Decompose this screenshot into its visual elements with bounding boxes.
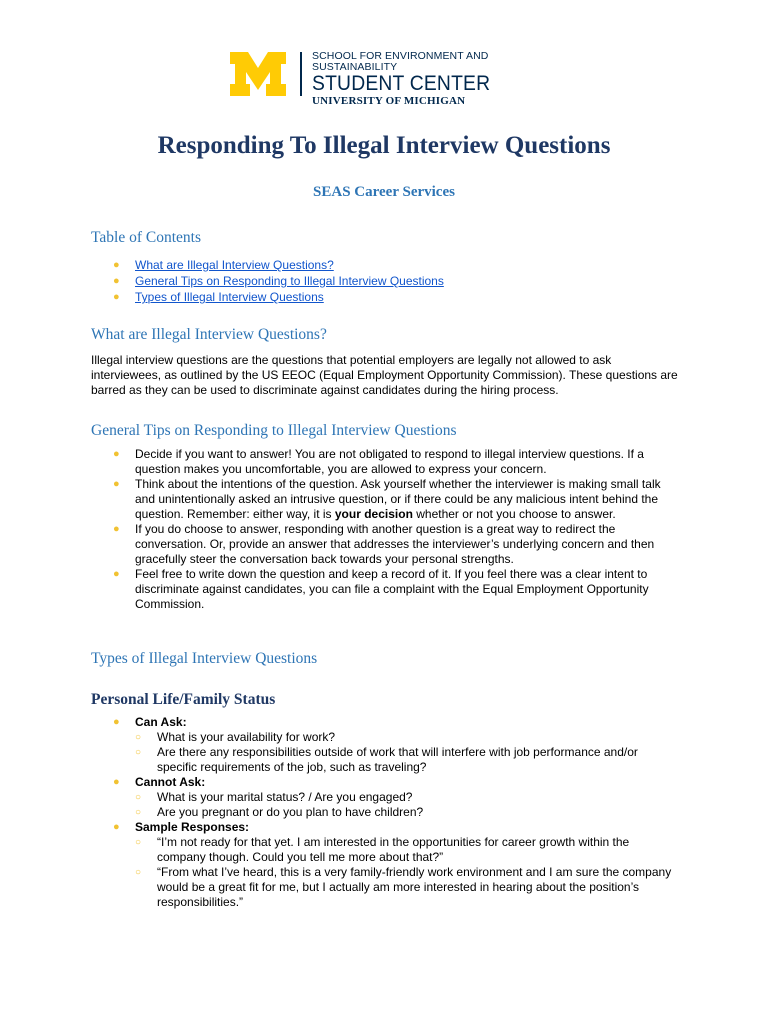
- school-logo: [228, 50, 548, 107]
- bullet-icon: ●: [113, 523, 120, 535]
- logo-wordmark: [312, 50, 548, 107]
- circle-bullet-icon: ○: [135, 837, 142, 848]
- bullet-icon: ●: [113, 478, 120, 490]
- bullet-icon: ●: [113, 716, 120, 728]
- list-item: ● Decide if you want to answer! You are not obligated to respond to illegal interview questions. If a question makes you uncomfortable, you are allowed to express your concern.: [113, 447, 644, 476]
- toc-link-types[interactable]: Types of Illegal Interview Questions: [135, 290, 324, 304]
- list-item: ○ Are you pregnant or do you plan to have children?: [135, 805, 424, 819]
- sub-list: [135, 790, 678, 820]
- group-label: Can Ask:: [135, 715, 187, 729]
- table-of-contents: [113, 257, 444, 305]
- section-heading-general-tips: General Tips on Responding to Illegal Interview Questions: [91, 422, 457, 439]
- sub-list: [135, 835, 678, 910]
- subsection-heading-personal-life: Personal Life/Family Status: [91, 691, 276, 708]
- toc-link-general-tips[interactable]: General Tips on Responding to Illegal Interview Questions: [135, 274, 444, 288]
- circle-bullet-icon: ○: [135, 807, 142, 818]
- logo-center-name: STUDENT CENTER: [312, 72, 491, 95]
- sub-list: [135, 730, 678, 775]
- circle-bullet-icon: ○: [135, 792, 142, 803]
- circle-bullet-icon: ○: [135, 732, 142, 743]
- circle-bullet-icon: ○: [135, 747, 142, 758]
- bullet-icon: ●: [113, 821, 120, 833]
- page-title: Responding To Illegal Interview Questions: [157, 132, 611, 159]
- list-item: ○ “I’m not ready for that yet. I am interested in the opportunities for career growth within the company though. Could you tell me more about that?”: [135, 835, 630, 864]
- logo-university-name: UNIVERSITY OF MICHIGAN: [312, 95, 466, 107]
- list-item: ○ What is your marital status? / Are you engaged?: [135, 790, 413, 804]
- toc-item: [113, 289, 444, 305]
- list-item: ○ Are there any responsibilities outside of work that will interfere with job performance and/or specific requirements of the job, such as traveling?: [135, 745, 638, 774]
- list-item: ○ What is your availability for work?: [135, 730, 336, 744]
- section-heading-types: Types of Illegal Interview Questions: [91, 650, 318, 667]
- group-label: Cannot Ask:: [135, 775, 206, 789]
- page-subtitle: SEAS Career Services: [313, 184, 455, 200]
- bullet-icon: ●: [113, 259, 120, 271]
- toc-item: [113, 257, 444, 273]
- general-tips-list: [113, 447, 678, 612]
- bullet-icon: ●: [113, 448, 120, 460]
- logo-divider: [300, 52, 302, 96]
- group-label: Sample Responses:: [135, 820, 250, 834]
- bullet-icon: ●: [113, 568, 120, 580]
- bullet-icon: ●: [113, 291, 120, 303]
- section-heading-what-are: What are Illegal Interview Questions?: [91, 326, 327, 343]
- logo-school-name: SCHOOL FOR ENVIRONMENT AND SUSTAINABILITY: [312, 50, 489, 73]
- list-item: ● Think about the intentions of the question. Ask yourself whether the interviewer is making small talk and unintentionally asked an intrusive question, or if there could be any malicious intent behind the question. Remember: either way, it is your decision whether or not you choose to answer.: [113, 477, 661, 521]
- list-item: [113, 775, 678, 820]
- circle-bullet-icon: ○: [135, 867, 142, 878]
- section-body-what-are: Illegal interview questions are the questions that potential employers are legally not allowed to ask interviewees, as outlined by the US EEOC (Equal Employment Opportunity Commission). These questions are barred as they can be used to discriminate against candidates during the hiring process.: [91, 353, 678, 397]
- bullet-icon: ●: [113, 275, 120, 287]
- list-item: ● If you do choose to answer, responding with another question is a great way to redirect the conversation. Or, provide an answer that addresses the interviewer’s underlying concern and then gracefully steer the conversation back towards your personal strengths.: [113, 522, 655, 566]
- list-item: ● Feel free to write down the question and keep a record of it. If you feel there was a clear intent to discriminate against candidates, you can file a complaint with the Equal Employment Opportunity Commission.: [113, 567, 649, 611]
- bullet-icon: ●: [113, 776, 120, 788]
- personal-life-list: [113, 715, 678, 910]
- toc-item: [113, 273, 444, 289]
- list-item: [113, 715, 678, 775]
- toc-link-illegal-questions[interactable]: What are Illegal Interview Questions?: [135, 258, 334, 272]
- block-m-logo-icon: [228, 50, 288, 98]
- list-item: [113, 820, 678, 910]
- emphasis-text: your decision: [334, 507, 413, 521]
- toc-heading: Table of Contents: [91, 229, 201, 246]
- list-item: ○ “From what I’ve heard, this is a very family-friendly work environment and I am sure the company would be a great fit for me, but I actually am more interested in hearing about the position’s responsibilities.”: [135, 865, 672, 909]
